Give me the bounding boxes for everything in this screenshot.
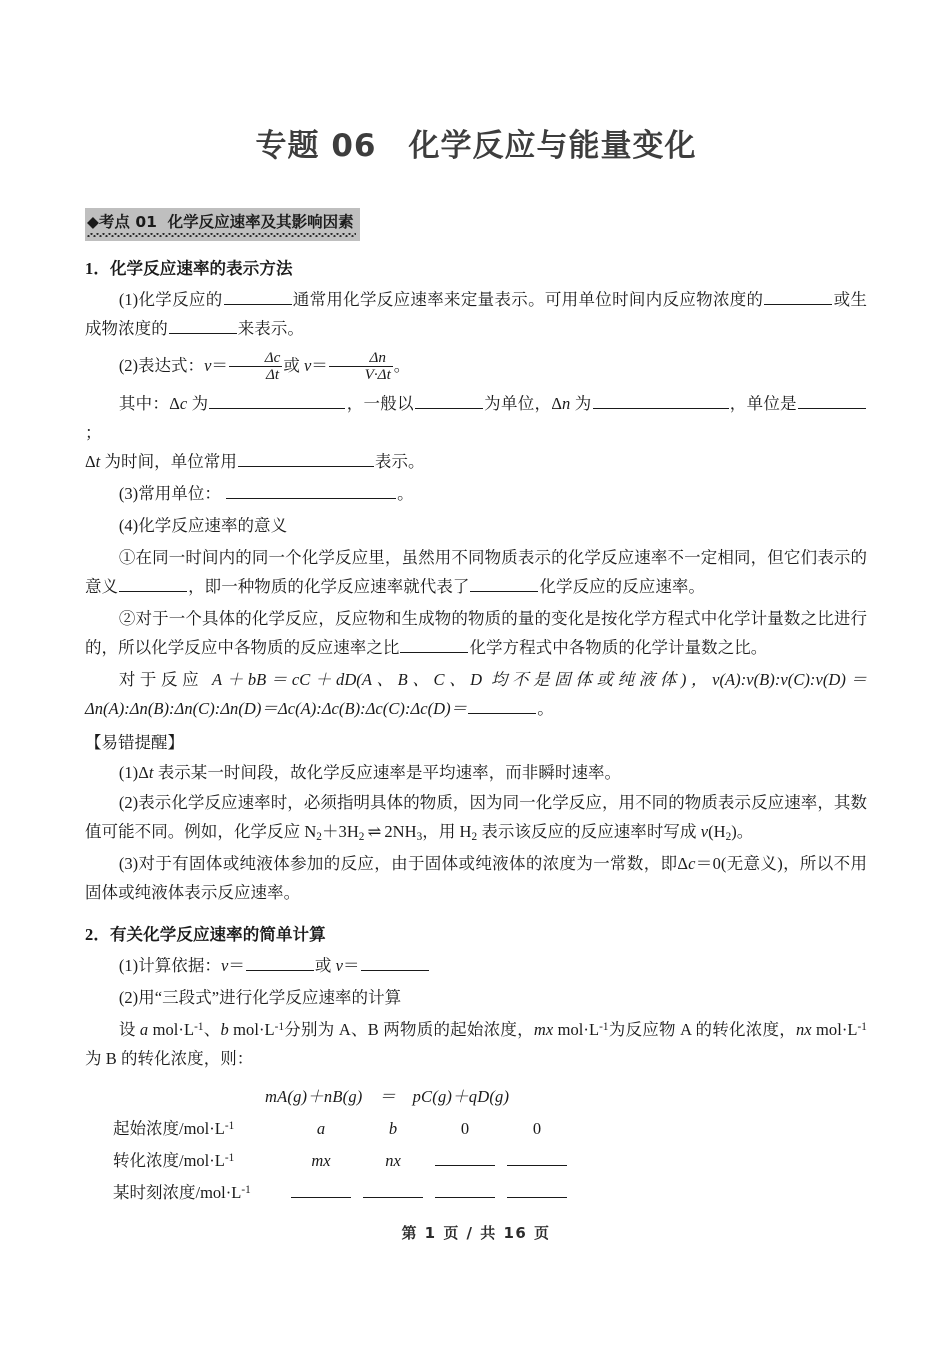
text-run: 表示某一时间段，故化学反应速率是平均速率，而非瞬时速率。 — [157, 763, 622, 783]
text-run: 为 — [574, 393, 592, 413]
tip-item-2 — [85, 788, 867, 848]
text-run: mol·L — [811, 1019, 858, 1039]
text-run: 表示该反应的反应速率时写成 — [477, 822, 701, 842]
text-run: 2NH — [384, 822, 417, 842]
paragraph-1-3 — [85, 479, 867, 508]
three-stage-cell[interactable] — [357, 1177, 429, 1209]
three-stage-rows — [85, 1113, 867, 1210]
page-footer: 第 1 页 / 共 16 页 — [401, 1224, 551, 1242]
text-run: 。 — [397, 483, 414, 503]
three-stage-value: 0 — [532, 1118, 542, 1138]
fill-blank[interactable] — [764, 287, 832, 305]
superscript: -1 — [241, 1184, 251, 1197]
three-stage-row-label: 某时刻浓度$/mol\cdot L^{-1}$ — [113, 1183, 251, 1203]
three-stage-cell[interactable] — [501, 1177, 573, 1209]
fill-blank[interactable] — [238, 449, 374, 467]
text-run: ＝ — [311, 356, 328, 376]
text-run: 分别为 A、B 两物质的起始浓度， — [284, 1019, 534, 1039]
subheading-2: 2．有关化学反应速率的简单计算 — [85, 924, 326, 944]
text-run: ＝ — [211, 356, 228, 376]
variable-n: n — [562, 393, 571, 413]
variable-t: t — [95, 451, 101, 471]
subscript: 2 — [358, 831, 365, 844]
superscript: -1 — [599, 1020, 609, 1033]
text-run: 或 — [283, 356, 300, 376]
text-run: ②对于一个具体的化学反应，反应物和生成物的物质的量的变化是按化学方程式中化学计量数之比进行的，所以化学反应中各物质的反应速率之比 — [85, 609, 867, 658]
text-run: 其中：Δ — [118, 393, 180, 413]
text-run: 为单位，Δ — [483, 393, 562, 413]
three-stage-cell[interactable] — [501, 1145, 573, 1177]
fill-blank[interactable] — [507, 1181, 567, 1199]
variable-v: v — [220, 955, 229, 975]
text-run: )。 — [731, 822, 754, 842]
fill-blank[interactable] — [361, 953, 429, 971]
fill-blank[interactable] — [435, 1149, 495, 1167]
tip-item-1 — [85, 758, 867, 787]
three-stage-cell[interactable] — [285, 1177, 357, 1209]
text-run: 设 — [118, 1019, 140, 1039]
text-run: mol·L — [228, 1019, 275, 1039]
three-stage-cell[interactable] — [429, 1177, 501, 1209]
subscript: 2 — [471, 831, 478, 844]
tip-item-3 — [85, 849, 867, 907]
section-heading-container — [85, 208, 867, 241]
three-stage-row-label: 起始浓度$/mol\cdot L^{-1}$ — [113, 1118, 235, 1138]
fraction-numerator: Δc — [264, 348, 281, 366]
three-stage-row-label: 转化浓度$/mol\cdot L^{-1}$ — [113, 1151, 235, 1171]
wavy-underline-decoration — [87, 233, 356, 237]
fraction-delta-n-over-v-delta-t — [329, 350, 393, 383]
text-run: 。 — [393, 356, 411, 376]
superscript: -1 — [224, 1152, 235, 1164]
text-run: 。 — [537, 699, 554, 719]
fill-blank[interactable] — [435, 1181, 495, 1199]
text-run: 为反应物 A 的转化浓度， — [608, 1019, 796, 1039]
superscript: -1 — [224, 1119, 235, 1132]
fraction-denominator: V·Δt — [329, 366, 393, 383]
three-stage-cell — [357, 1145, 429, 1177]
fill-blank[interactable] — [400, 636, 468, 654]
text-run: (1)计算依据： — [118, 955, 221, 975]
fill-blank[interactable] — [246, 953, 314, 971]
text-run: (2)表示化学反应速率时，必须指明具体的物质，因为同一化学反应，用不同的物质表示反应速率，其数值可能不同。例如，化学反应 N — [85, 793, 867, 842]
fill-blank[interactable] — [209, 391, 345, 409]
fill-blank[interactable] — [593, 391, 729, 409]
text-run: 化学反应的反应速率。 — [539, 576, 705, 596]
text-run: 来表示。 — [237, 318, 304, 338]
text-run: Δ — [85, 451, 96, 471]
text-run: 或 — [314, 955, 336, 975]
text-run: ，用 H — [422, 822, 472, 842]
paragraph-2-2: (2)用“三段式”进行化学反应速率的计算 — [118, 987, 402, 1007]
variable-nx: nx — [795, 1019, 812, 1039]
fill-blank[interactable] — [470, 574, 538, 592]
variable-t: t — [148, 763, 154, 783]
text-run: 通常用化学反应速率来定量表示。可用单位时间内反应物浓度的 — [292, 289, 764, 309]
paragraph-2-2-setup — [85, 1015, 867, 1073]
paragraph-1-4-item1 — [85, 543, 867, 601]
text-run: 表示。 — [374, 451, 425, 471]
three-stage-cell — [429, 1113, 501, 1145]
paragraph-1-4: (4)化学反应速率的意义 — [118, 515, 288, 535]
fraction-numerator: Δn — [369, 348, 386, 366]
fill-blank[interactable] — [363, 1181, 423, 1199]
section-heading-01 — [85, 208, 360, 241]
three-stage-value: a — [316, 1118, 326, 1138]
fill-blank[interactable] — [507, 1149, 567, 1167]
fill-blank[interactable] — [798, 391, 866, 409]
text-run: (3)常用单位： — [118, 483, 221, 503]
text-run: (1)Δ — [118, 763, 149, 783]
three-stage-value: nx — [385, 1151, 401, 1171]
variable-v: v — [700, 822, 709, 842]
equilibrium-arrow-icon: ⇌ — [367, 822, 382, 842]
subheading-1: 1．化学反应速率的表示方法 — [85, 259, 293, 279]
subscript: 3 — [416, 831, 423, 844]
three-stage-cell — [357, 1113, 429, 1145]
three-stage-cell[interactable] — [429, 1145, 501, 1177]
fill-blank[interactable] — [226, 481, 396, 499]
text-run: ＝0(无意义)，所以不用固体或纯液体表示反应速率。 — [85, 853, 867, 902]
variable-v: v — [204, 356, 212, 376]
three-stage-row — [85, 1113, 867, 1145]
text-run: ，一般以 — [346, 393, 414, 413]
superscript: -1 — [274, 1020, 285, 1033]
three-stage-row — [85, 1145, 867, 1177]
text-run: ，即一种物质的化学反应速率就代表了 — [188, 576, 470, 596]
subscript: 2 — [316, 831, 322, 844]
text-run: ＝ — [228, 955, 245, 975]
fraction-denominator: Δt — [229, 366, 282, 383]
fill-blank[interactable] — [169, 316, 237, 334]
page-title: 专题 06 化学反应与能量变化 — [255, 128, 697, 164]
text-run: 为时间，单位常用 — [104, 451, 237, 471]
text-run: 为 B 的转化浓度，则： — [85, 1048, 254, 1068]
text-run: ＝ — [343, 955, 360, 975]
three-stage-cell — [285, 1113, 357, 1145]
text-run: (H — [708, 822, 726, 842]
paragraph-1-2-where — [85, 389, 867, 476]
text-run: 为 — [191, 393, 209, 413]
variable-c: c — [688, 853, 696, 873]
text-run: 化学方程式中各物质的化学计量数之比。 — [469, 638, 768, 658]
three-stage-value: mx — [311, 1151, 331, 1171]
text-run: (2)表达式： — [118, 356, 205, 376]
superscript: -1 — [194, 1020, 204, 1033]
subscript: 2 — [725, 831, 732, 844]
section-heading-text: ◆考点 01 化学反应速率及其影响因素 — [87, 213, 354, 232]
variable-a: a — [139, 1019, 149, 1039]
three-stage-value: 0 — [460, 1118, 470, 1138]
variable-mx: mx — [533, 1019, 554, 1039]
text-run: ①在同一时间内的同一个化学反应里，虽然用不同物质表示的化学反应速率不一定相同，但它们表示的意义 — [85, 547, 867, 596]
variable-c: c — [179, 393, 188, 413]
paragraph-2-1 — [85, 951, 867, 980]
text-run: 对于反应 — [118, 670, 213, 690]
text-run: mol·L — [553, 1019, 600, 1039]
text-run: mol·L — [148, 1019, 195, 1039]
paragraph-1-4-item2 — [85, 604, 867, 662]
superscript: -1 — [857, 1020, 867, 1033]
text-run: 、 — [203, 1019, 221, 1039]
fraction-delta-c-over-delta-t — [229, 350, 282, 383]
paragraph-1-4-reaction — [85, 665, 867, 723]
variable-v: v — [335, 955, 343, 975]
fill-blank[interactable] — [224, 287, 292, 305]
three-stage-cell — [501, 1113, 573, 1145]
reaction-expression: A＋bB＝cC＋dD(A、B、C、D 均不是固体或纯液体)，v(A):v(B):v(C):v(D)＝Δn(A):Δn(B):Δn(C):Δn(D)＝Δc(A):Δc(B):Δc(C):Δc(D)＝ — [85, 670, 867, 719]
text-run: ，单位是 — [729, 393, 797, 413]
text-run: ＋3H — [321, 822, 359, 842]
fill-blank[interactable] — [291, 1181, 351, 1199]
variable-b: b — [220, 1019, 229, 1039]
three-stage-equation: mA(g)＋nB(g) ＝ pC(g)＋qD(g) — [265, 1086, 510, 1106]
three-stage-value: b — [388, 1118, 398, 1138]
text-run: ； — [85, 422, 102, 442]
text-run: (1)化学反应的 — [118, 289, 223, 309]
tip-heading: 【易错提醒】 — [85, 733, 184, 753]
text-run: (3)对于有固体或纯液体参加的反应，由于固体或纯液体的浓度为一常数，即Δ — [118, 853, 689, 873]
fill-blank[interactable] — [468, 697, 536, 715]
variable-v: v — [303, 356, 312, 376]
paragraph-1-2-formula — [85, 347, 867, 386]
paragraph-1-1 — [85, 285, 867, 343]
three-stage-cell — [285, 1145, 357, 1177]
three-stage-row — [85, 1177, 867, 1209]
fill-blank[interactable] — [415, 391, 483, 409]
fill-blank[interactable] — [119, 574, 187, 592]
text-run: 或生成物浓度的 — [85, 289, 867, 338]
three-stage-table — [85, 1081, 867, 1210]
